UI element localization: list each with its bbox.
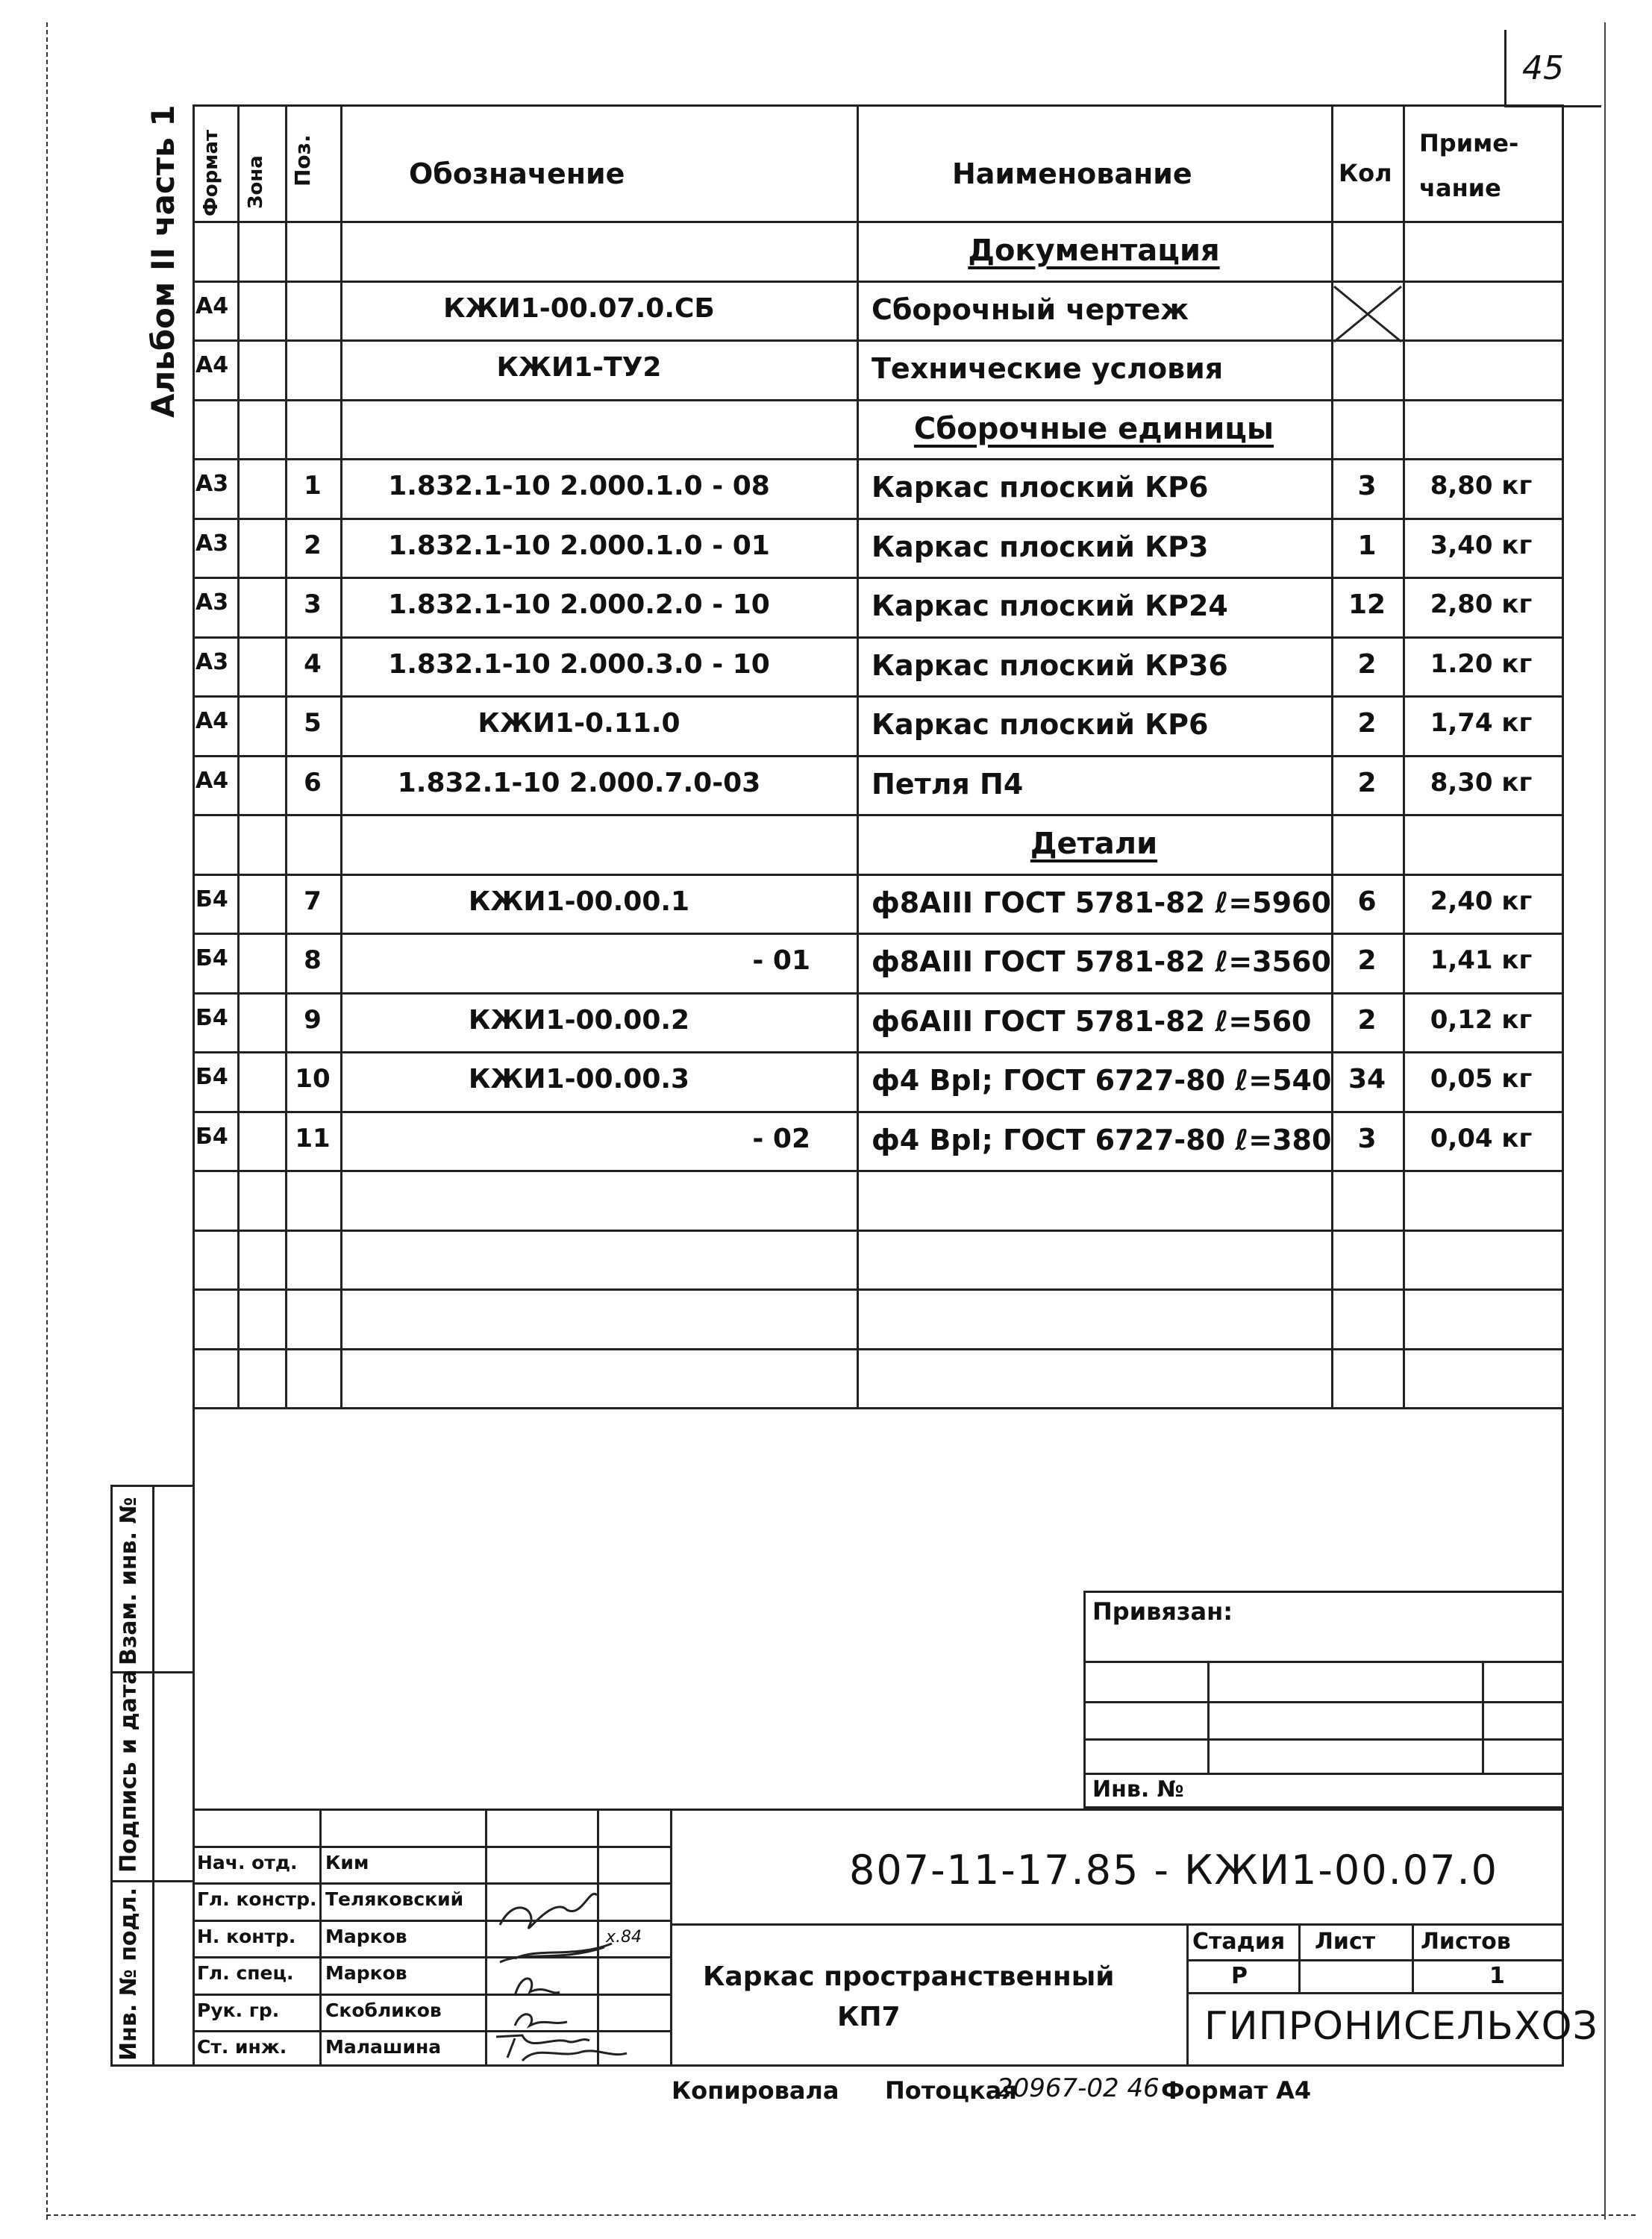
header-note-1: Приме-: [1419, 129, 1519, 157]
column-divider: [285, 104, 287, 1407]
signature-role: Ст. инж.: [197, 2036, 287, 2058]
cell-designation: 1.832.1-10 2.000.1.0 - 01: [388, 530, 770, 561]
cell-name: ф4 ВрI; ГОСТ 6727-80 ℓ=380: [872, 1123, 1332, 1156]
right-edge: [1604, 22, 1606, 2220]
title-block-stage-split: [1186, 1923, 1189, 2067]
vzam-label: Взам. инв. №: [116, 1497, 142, 1665]
stage-value: Р: [1231, 1963, 1248, 1989]
column-divider: [857, 104, 859, 1407]
cell-note: 2,40 кг: [1430, 886, 1533, 916]
table-bottom: [193, 1407, 1564, 1409]
signature-name: Скобликов: [325, 1999, 442, 2021]
row-divider: [193, 577, 1564, 579]
cell-format: А4: [195, 292, 229, 319]
cell-format: Б4: [195, 886, 228, 912]
cell-qty: 2: [1357, 767, 1377, 798]
signature-role: Н. контр.: [197, 1925, 296, 1947]
stage-vline-1: [1298, 1923, 1301, 1992]
cell-pos: 10: [295, 1064, 331, 1094]
cell-designation: - 02: [752, 1123, 810, 1154]
cell-pos: 7: [304, 886, 322, 916]
cell-note: 8,80 кг: [1430, 471, 1533, 501]
drawing-code: 807-11-17.85 - КЖИ1-00.07.0: [849, 1847, 1499, 1894]
cell-qty: 3: [1357, 471, 1377, 501]
signature-role: Гл. констр.: [197, 1888, 317, 1910]
cell-format: А4: [195, 352, 229, 378]
cell-pos: 9: [304, 1004, 322, 1035]
privyazan-vline-1: [1207, 1661, 1210, 1773]
cell-designation: КЖИ1-0.11.0: [478, 708, 680, 739]
signature-name: Малашина: [325, 2036, 442, 2058]
cell-pos: 6: [304, 767, 322, 798]
header-pos: Поз.: [290, 134, 315, 187]
cell-note: 8,30 кг: [1430, 767, 1533, 798]
header-zone: Зона: [245, 155, 267, 209]
title-line-1: Каркас пространственный: [703, 1961, 1115, 1992]
cell-note: 1,74 кг: [1430, 708, 1533, 738]
copier-name: Потоцкая: [885, 2076, 1017, 2105]
cell-name: ф4 ВрI; ГОСТ 6727-80 ℓ=540: [872, 1064, 1332, 1097]
cell-name: Петля П4: [872, 767, 1024, 801]
cell-name: ф8АIII ГОСТ 5781-82 ℓ=5960: [872, 886, 1331, 919]
sheets-value: 1: [1489, 1963, 1505, 1989]
row-divider: [193, 1230, 1564, 1232]
album-label: Альбом II часть 1: [145, 104, 181, 418]
cell-format: А4: [195, 767, 229, 794]
cell-format: А3: [195, 589, 229, 616]
row-divider: [193, 1051, 1564, 1053]
row-divider: [193, 1288, 1564, 1291]
row-divider: [193, 1170, 1564, 1172]
row-divider: [193, 1348, 1564, 1350]
cell-note: 2,80 кг: [1430, 589, 1533, 619]
title-block-top: [193, 1809, 1564, 1811]
cell-designation: КЖИ1-00.07.0.СБ: [443, 292, 715, 324]
signature-name: Марков: [325, 1925, 407, 1947]
cell-name: Сборочные единицы: [913, 411, 1274, 446]
signature-row-divider: [193, 1846, 670, 1848]
cell-format: Б4: [195, 1123, 228, 1150]
title-block-split: [670, 1809, 672, 2067]
row-divider: [193, 636, 1564, 639]
sheet-label: Лист: [1315, 1929, 1376, 1955]
privyazan-line-3: [1083, 1738, 1564, 1741]
cell-name: ф6АIII ГОСТ 5781-82 ℓ=560: [872, 1004, 1312, 1038]
binding-edge: [46, 22, 48, 2220]
privyazan-line-4: [1083, 1773, 1564, 1775]
row-divider: [193, 933, 1564, 935]
row-divider: [193, 518, 1564, 520]
privyazan-label: Привязан:: [1092, 1597, 1233, 1626]
cell-designation: КЖИ1-00.00.1: [468, 886, 690, 917]
stage-line-2: [1186, 1992, 1564, 1994]
cell-designation: КЖИ1-00.00.3: [468, 1064, 690, 1095]
cell-qty: 2: [1357, 1004, 1377, 1036]
column-divider: [340, 104, 342, 1407]
signature-name: Марков: [325, 1962, 407, 1984]
header-qty: Кол: [1339, 159, 1392, 187]
organization: ГИПРОНИСЕЛЬХОЗ: [1204, 2004, 1598, 2049]
column-divider: [237, 104, 240, 1407]
header-name: Наименование: [952, 157, 1192, 190]
cell-qty: 1: [1357, 530, 1377, 561]
bottom-edge: [46, 2214, 1636, 2216]
cell-designation: - 01: [752, 945, 810, 976]
cell-name: Документация: [968, 234, 1220, 268]
cell-name: ф8АIII ГОСТ 5781-82 ℓ=3560: [872, 945, 1331, 978]
row-divider: [193, 695, 1564, 698]
cell-note: 0,12 кг: [1430, 1004, 1533, 1035]
cell-qty: 2: [1357, 945, 1377, 976]
cell-note: 0,05 кг: [1430, 1064, 1533, 1094]
row-divider: [193, 399, 1564, 401]
signatures: [485, 1865, 634, 2067]
header-designation: Обозначение: [409, 157, 625, 190]
side-stamp-line-2: [110, 1880, 194, 1882]
cell-qty: 2: [1357, 648, 1377, 680]
cell-note: 1,41 кг: [1430, 945, 1533, 975]
cell-designation: 1.832.1-10 2.000.2.0 - 10: [388, 589, 770, 620]
row-divider: [193, 874, 1564, 876]
cell-format: Б4: [195, 945, 228, 971]
cell-designation: 1.832.1-10 2.000.3.0 - 10: [388, 648, 770, 680]
archive-number: 20967-02 46: [997, 2073, 1160, 2103]
podpis-label: Подпись и дата: [116, 1669, 142, 1873]
cell-format: А4: [195, 708, 229, 734]
cell-format: Б4: [195, 1004, 228, 1031]
row-divider: [193, 281, 1564, 283]
row-divider: [193, 755, 1564, 757]
format-label: Формат А4: [1161, 2076, 1312, 2105]
sheets-label: Листов: [1421, 1929, 1511, 1955]
cell-name: Технические условия: [872, 352, 1224, 385]
cell-pos: 4: [304, 648, 322, 679]
cell-pos: 11: [295, 1123, 331, 1153]
title-block-code-line: [670, 1923, 1564, 1926]
cell-format: А3: [195, 648, 229, 675]
cell-format: А3: [195, 471, 229, 497]
privyazan-vline-2: [1482, 1661, 1484, 1773]
cell-qty: 2: [1357, 708, 1377, 739]
header-divider: [193, 221, 1403, 223]
cell-name: Каркас плоский КР6: [872, 708, 1209, 741]
signature-name: Ким: [325, 1851, 369, 1873]
cell-format: А3: [195, 530, 229, 557]
cell-designation: 1.832.1-10 2.000.7.0-03: [397, 767, 761, 798]
cell-note: 3,40 кг: [1430, 530, 1533, 560]
cell-name: Каркас плоский КР24: [872, 589, 1228, 622]
row-divider: [193, 992, 1564, 995]
signature-role: Нач. отд.: [197, 1851, 298, 1873]
header-format: Формат: [200, 129, 222, 216]
cell-qty: 12: [1348, 589, 1386, 620]
privyazan-line-2: [1083, 1701, 1564, 1703]
cell-note: 0,04 кг: [1430, 1123, 1533, 1153]
row-divider: [193, 814, 1564, 816]
header-note-2: чание: [1419, 174, 1501, 202]
cell-qty: 34: [1348, 1064, 1386, 1095]
sheet-number: 45: [1522, 49, 1564, 87]
title-line-2: КП7: [837, 2002, 901, 2032]
cell-name: Детали: [1030, 827, 1158, 861]
cell-qty: 3: [1357, 1123, 1377, 1154]
row-divider: [193, 1111, 1564, 1113]
stage-label: Стадия: [1192, 1929, 1286, 1955]
side-stamp-divider: [152, 1485, 154, 2067]
signature-role: Рук. гр.: [197, 1999, 280, 2021]
cell-pos: 3: [304, 589, 322, 619]
sign-date: х.84: [606, 1928, 642, 1947]
privyazan-inv-label: Инв. №: [1092, 1776, 1184, 1803]
row-divider: [193, 458, 1564, 460]
cell-name: Каркас плоский КР6: [872, 471, 1209, 504]
signature-role: Гл. спец.: [197, 1962, 294, 1984]
crossed-cell: [1333, 285, 1403, 343]
stage-line-1: [1186, 1959, 1564, 1961]
cell-designation: 1.832.1-10 2.000.1.0 - 08: [388, 471, 770, 501]
column-divider: [1403, 104, 1405, 1407]
header-divider-note: [1403, 221, 1564, 223]
privyazan-line-1: [1083, 1661, 1564, 1663]
cell-pos: 1: [304, 471, 322, 501]
cell-note: 1.20 кг: [1430, 648, 1533, 679]
copied-label: Копировала: [672, 2076, 839, 2105]
cell-pos: 2: [304, 530, 322, 560]
cell-name: Сборочный чертеж: [872, 292, 1189, 326]
inv-podl-label: Инв. № подл.: [116, 1887, 142, 2061]
cell-pos: 8: [304, 945, 322, 975]
cell-designation: КЖИ1-00.00.2: [468, 1004, 690, 1036]
signature-name: Теляковский: [325, 1888, 464, 1910]
cell-name: Каркас плоский КР36: [872, 648, 1228, 682]
stage-vline-2: [1412, 1923, 1414, 1992]
cell-name: Каркас плоский КР3: [872, 530, 1209, 563]
cell-designation: КЖИ1-ТУ2: [496, 352, 662, 383]
cell-pos: 5: [304, 708, 322, 738]
cell-format: Б4: [195, 1064, 228, 1090]
cell-qty: 6: [1357, 886, 1377, 917]
